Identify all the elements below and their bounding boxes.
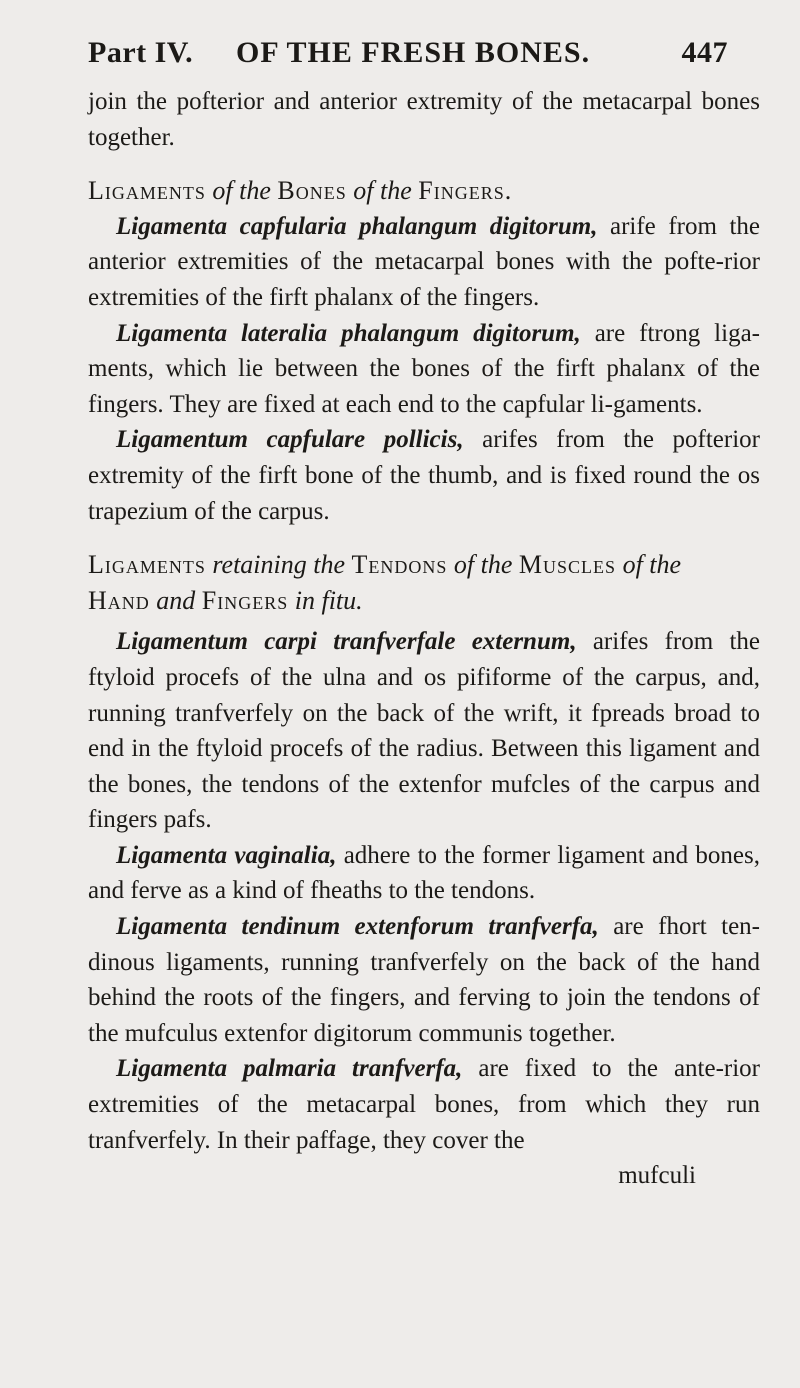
latin-term: Ligamentum capfulare pollicis,	[116, 426, 464, 454]
section-heading-fingers: Ligaments of the Bones of the Fingers.	[88, 176, 513, 206]
paragraph-capfularia: Ligamenta capfularia phalangum digitorum, arife from the anterior extremities of the metacarpal bones with the pofte-rior extremities of the firft phalanx of the fingers.	[88, 212, 760, 311]
intro-paragraph: join the pofterior and anterior extremity of the metacarpal bones together.	[88, 88, 760, 151]
part-label: Part IV.	[88, 36, 194, 69]
catchword: mufculi	[618, 1162, 696, 1190]
body-text	[88, 84, 760, 1194]
page-number: 447	[681, 36, 728, 69]
paragraph-vaginalia: Ligamenta vaginalia, adhere to the former ligament and bones, and ferve as a kind of fheaths to the tendons.	[88, 841, 760, 905]
latin-term: Ligamentum carpi tranfverfale externum,	[116, 628, 577, 656]
latin-term: Ligamenta capfularia phalangum digitorum,	[116, 212, 598, 240]
latin-term: Ligamenta palmaria tranfverfa,	[116, 1055, 463, 1083]
latin-term: Ligamenta tendinum extenforum tranfverfa,	[116, 913, 599, 941]
latin-term: Ligamenta lateralia phalangum digitorum,	[116, 319, 581, 347]
latin-term: Ligamenta vaginalia,	[116, 841, 337, 869]
paragraph-tendinum: Ligamenta tendinum extenforum tranfverfa, are fhort ten-dinous ligaments, running tranfverfely on the back of the hand behind the roots of the fingers, and ferving to join the tendons of the mufculus extenfor digitorum communis together.	[88, 913, 760, 1047]
paragraph-carpi-tranfverfale: Ligamentum carpi tranfverfale externum, arifes from the ftyloid procefs of the ulna and os pififorme of the carpus, and, running tranfverfely on the back of the wrift, it fpreads broad to end in the ftyloid procefs of the radius. Between this ligament and the bones, the tendons of the extenfor mufcles of the carpus and fingers pafs.	[88, 628, 761, 834]
running-title: OF THE FRESH BONES.	[236, 36, 591, 69]
paragraph-palmaria: Ligamenta palmaria tranfverfa, are fixed to the ante-rior extremities of the metacarpal bones, from which they run tranfverfely. In their paffage, they cover the	[88, 1055, 761, 1154]
section-heading-tendons: Ligaments retaining the Tendons of the Muscles of the Hand and Fingers in fitu.	[88, 550, 682, 615]
paragraph-pollicis: Ligamentum capfulare pollicis, arifes from the pofterior extremity of the firft bone of the thumb, and is fixed round the os trapezium of the carpus.	[88, 426, 760, 525]
paragraph-lateralia: Ligamenta lateralia phalangum digitorum, are ftrong liga-ments, which lie between the bones of the firft phalanx of the fingers. They are fixed at each end to the capfular li-gaments.	[88, 319, 760, 418]
running-header	[88, 36, 760, 84]
